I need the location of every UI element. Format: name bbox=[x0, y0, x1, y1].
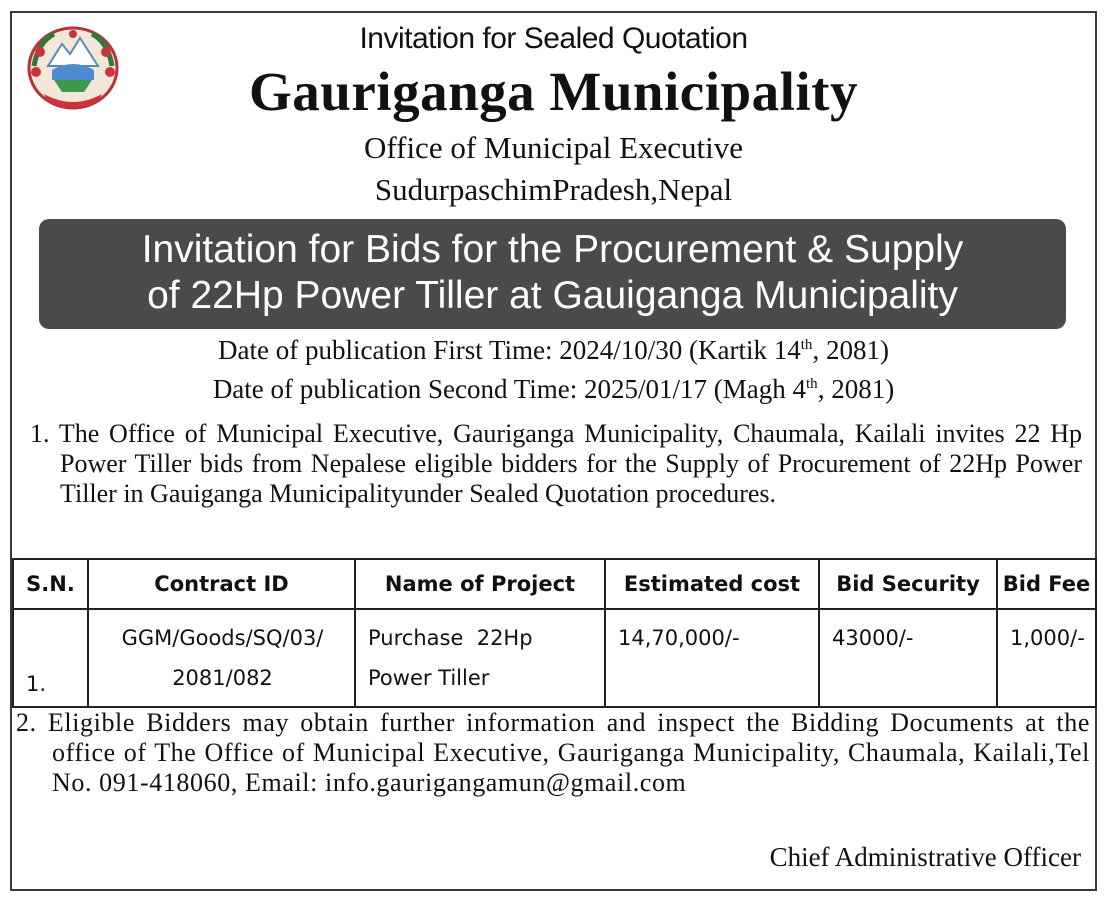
office-name: Office of Municipal Executive bbox=[363, 130, 744, 165]
banner-line-2: of 22Hp Power Tiller at Gauiganga Municipality bbox=[147, 274, 958, 317]
publication-first bbox=[0, 335, 1107, 366]
project-line-2: Power Tiller bbox=[368, 666, 490, 690]
contract-id-line-2: 2081/082 bbox=[172, 666, 273, 690]
cell-sn: 1. bbox=[13, 609, 88, 707]
organization-title: Gauriganga Municipality bbox=[249, 61, 858, 122]
cell-project-name bbox=[355, 609, 605, 707]
cell-bid-fee: 1,000/- bbox=[997, 609, 1096, 707]
office-location: SudurpaschimPradesh,Nepal bbox=[374, 172, 733, 207]
publication-second-suffix: , 2081) bbox=[817, 374, 895, 404]
notice-type: Invitation for Sealed Quotation bbox=[359, 22, 748, 55]
table-header-row bbox=[13, 559, 1096, 609]
paragraph-2-number: 2. bbox=[16, 708, 37, 737]
header-contract-id: Contract ID bbox=[88, 559, 355, 609]
publication-first-sup: th bbox=[800, 337, 813, 353]
banner-line-1: Invitation for Bids for the Procurement & Supply bbox=[141, 228, 964, 271]
publication-first-suffix: , 2081) bbox=[812, 335, 889, 365]
signature-title: Chief Administrative Officer bbox=[769, 842, 1081, 872]
contract-id-line-1: GGM/Goods/SQ/03/ bbox=[121, 626, 324, 650]
paragraph-2 bbox=[16, 708, 1090, 798]
cell-contract-id bbox=[88, 609, 355, 707]
project-line-1: Purchase 22Hp bbox=[368, 626, 533, 650]
cell-estimated-cost: 14,70,000/- bbox=[605, 609, 819, 707]
publication-second bbox=[0, 374, 1107, 405]
header-project-name: Name of Project bbox=[355, 559, 605, 609]
paragraph-1-text: The Office of Municipal Executive, Gauriganga Municipality, Chaumala, Kailali invites 22 Hp Power Tiller bids from Nepalese eligible bidders for the Supply of Procurement of 22Hp Power Tiller in Gauiganga Municipalityunder Sealed Quotation procedures. bbox=[58, 419, 1083, 508]
cell-bid-security: 43000/- bbox=[819, 609, 997, 707]
paragraph-1-number: 1. bbox=[30, 419, 50, 448]
publication-second-prefix: Date of publication Second Time: 2025/01/17 (Magh 4 bbox=[212, 374, 807, 404]
bid-banner bbox=[39, 219, 1066, 329]
paragraph-2-text: Eligible Bidders may obtain further information and inspect the Bidding Documents at the office of The Office of Municipal Executive, Gauriganga Municipality, Chaumala, Kailali,Tel No. 091-418060, Email: info.gaurigangamun@gmail.com bbox=[47, 708, 1090, 797]
paragraph-1 bbox=[30, 419, 1082, 509]
table-row bbox=[13, 609, 1096, 707]
header-estimated-cost: Estimated cost bbox=[605, 559, 819, 609]
quotation-table bbox=[12, 558, 1097, 708]
publication-second-sup: th bbox=[806, 376, 818, 392]
header-bid-fee: Bid Fee bbox=[997, 559, 1096, 609]
header-sn: S.N. bbox=[13, 559, 88, 609]
publication-first-prefix: Date of publication First Time: 2024/10/30 (Kartik 14 bbox=[218, 335, 801, 365]
header-bid-security: Bid Security bbox=[819, 559, 997, 609]
